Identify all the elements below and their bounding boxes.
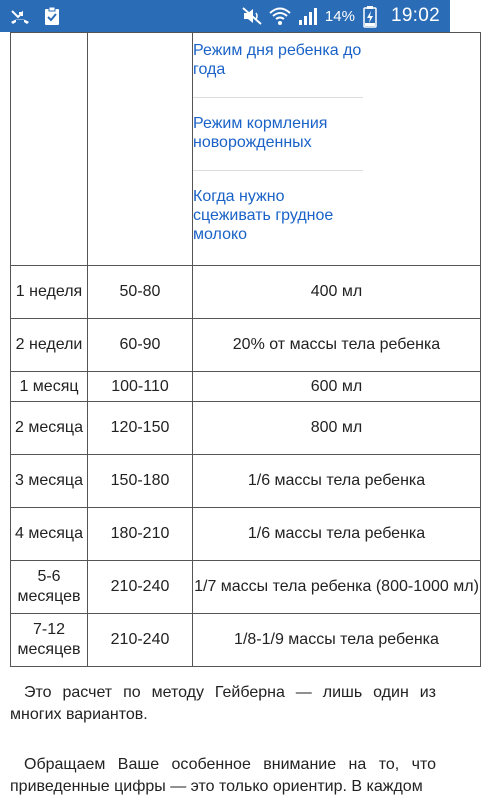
table-row [11, 614, 481, 667]
daily-volume-cell: 400 мл [193, 266, 481, 319]
age-cell: 1 месяц [11, 372, 88, 402]
table-cell [11, 33, 88, 266]
feeding-volume-cell: 210-240 [88, 561, 193, 614]
related-link-newborn-feeding[interactable]: Режим кормления новорожденных [193, 114, 363, 171]
article-content [0, 32, 479, 800]
clock: 19:02 [390, 5, 440, 26]
age-cell: 5-6 месяцев [11, 561, 88, 614]
table-row [11, 561, 481, 614]
daily-volume-cell: 1/6 массы тела ребенка [193, 455, 481, 508]
status-right [241, 5, 440, 27]
feeding-volume-cell: 150-180 [88, 455, 193, 508]
daily-volume-cell: 1/7 массы тела ребенка (800-1000 мл) [193, 561, 481, 614]
table-row [11, 319, 481, 372]
age-cell: 1 неделя [11, 266, 88, 319]
table-row [11, 33, 481, 266]
paragraph-attention-note: Обращаем Ваше особенное внимание на то, что приведенные цифры — это только ориентир. В каждом [10, 756, 436, 795]
table-row [11, 508, 481, 561]
table-row [11, 266, 481, 319]
feeding-volume-cell: 100-110 [88, 372, 193, 402]
battery-percent: 14% [324, 7, 355, 25]
related-link-daily-regime[interactable]: Режим дня ребенка до года [193, 41, 363, 98]
daily-volume-cell: 1/8-1/9 массы тела ребенка [193, 614, 481, 667]
age-cell: 4 месяца [11, 508, 88, 561]
clipboard-check-icon [42, 6, 62, 26]
table-cell [88, 33, 193, 266]
age-cell: 2 недели [11, 319, 88, 372]
related-links-cell [193, 33, 481, 266]
age-cell: 2 месяца [11, 402, 88, 455]
mute-icon [241, 6, 261, 26]
feeding-volume-cell: 120-150 [88, 402, 193, 455]
missed-call-icon [10, 6, 30, 26]
feeding-volume-cell: 210-240 [88, 614, 193, 667]
age-cell: 3 месяца [11, 455, 88, 508]
paragraph-method-note: Это расчет по методу Гейберна — лишь один из многих вариантов. [10, 684, 436, 723]
daily-volume-cell: 1/6 массы тела ребенка [193, 508, 481, 561]
battery-charging-icon [363, 6, 383, 26]
table-row [11, 455, 481, 508]
feeding-volume-cell: 180-210 [88, 508, 193, 561]
daily-volume-cell: 600 мл [193, 372, 481, 402]
feeding-volume-cell: 60-90 [88, 319, 193, 372]
signal-icon [297, 6, 317, 26]
feeding-table [10, 32, 481, 667]
wifi-icon [269, 6, 289, 26]
related-link-expressing-milk[interactable]: Когда нужно сцеживать грудное молоко [193, 188, 334, 243]
status-bar [0, 0, 450, 32]
daily-volume-cell: 800 мл [193, 402, 481, 455]
age-cell: 7-12 месяцев [11, 614, 88, 667]
feeding-volume-cell: 50-80 [88, 266, 193, 319]
daily-volume-cell: 20% от массы тела ребенка [193, 319, 481, 372]
table-row [11, 402, 481, 455]
status-left [10, 6, 62, 26]
table-row [11, 372, 481, 402]
